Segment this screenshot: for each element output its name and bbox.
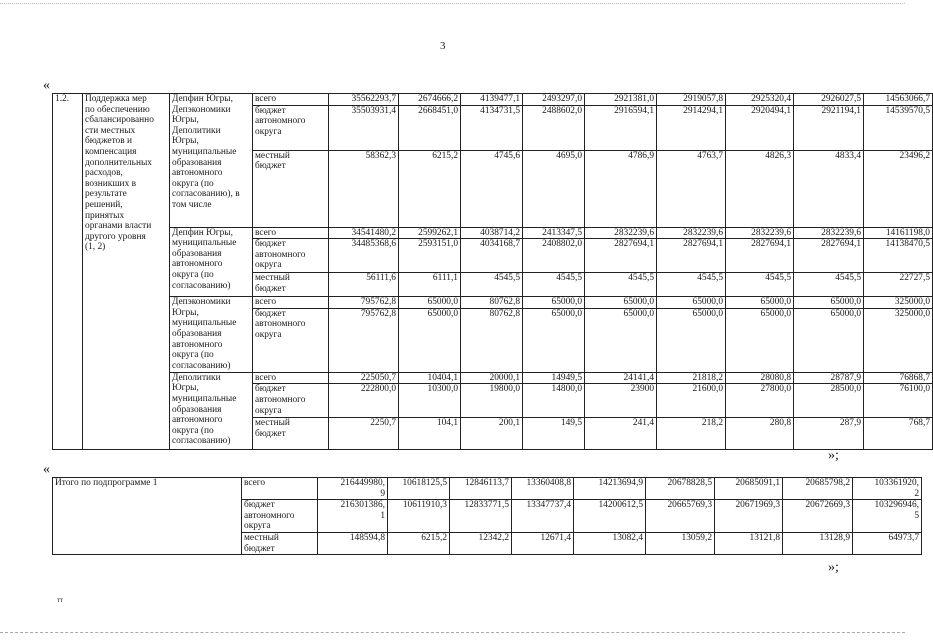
value-cell: 325000,0: [864, 297, 933, 309]
value-cell: 2488602,0: [523, 105, 585, 150]
funding-source: бюджет автономного округа: [253, 384, 329, 418]
value-cell: 14200612,5: [574, 500, 646, 533]
value-cell: 4545,5: [585, 273, 657, 297]
value-cell: 2920494,1: [726, 105, 794, 150]
value-cell: 14563066,7: [864, 94, 933, 106]
value-cell: 2413347,5: [523, 227, 585, 239]
value-cell: 21600,0: [657, 384, 726, 418]
executor-cell: Депэкономики Югры, муниципальные образования автономного округа (по согласованию): [170, 297, 253, 373]
value-cell: 65000,0: [657, 297, 726, 309]
value-cell: 149,5: [523, 418, 585, 450]
value-cell: 20672669,3: [783, 500, 853, 533]
value-cell: 20665769,3: [646, 500, 715, 533]
value-cell: 2921194,1: [794, 105, 864, 150]
value-cell: 4786,9: [585, 150, 657, 227]
value-cell: 280,8: [726, 418, 794, 450]
value-cell: 22727,5: [864, 273, 933, 297]
value-cell: 4134731,5: [461, 105, 523, 150]
value-cell: 14949,5: [523, 372, 585, 384]
value-cell: 2827694,1: [726, 239, 794, 273]
value-cell: 2493297,0: [523, 94, 585, 106]
executor-cell: Деполитики Югры, муниципальные образования автономного округа (по согласованию): [170, 372, 253, 450]
funding-source: местный бюджет: [253, 150, 329, 227]
value-cell: 12342,2: [450, 532, 512, 554]
value-cell: 13121,8: [715, 532, 783, 554]
value-cell: 10300,0: [399, 384, 461, 418]
value-cell: 76100,0: [864, 384, 933, 418]
value-cell: 2250,7: [329, 418, 399, 450]
value-cell: 20671969,3: [715, 500, 783, 533]
value-cell: 13082,4: [574, 532, 646, 554]
value-cell: 4833,4: [794, 150, 864, 227]
value-cell: 65000,0: [726, 297, 794, 309]
value-cell: 2926027,5: [794, 94, 864, 106]
value-cell: 65000,0: [523, 308, 585, 372]
value-cell: 4545,5: [657, 273, 726, 297]
value-cell: 80762,8: [461, 308, 523, 372]
value-cell: 20685798,2: [783, 478, 853, 500]
value-cell: 13360408,8: [512, 478, 574, 500]
value-cell: 2916594,1: [585, 105, 657, 150]
value-cell: 35562293,7: [329, 94, 399, 106]
closing-quote-1: »;: [828, 448, 839, 463]
value-cell: 2832239,6: [585, 227, 657, 239]
value-cell: 2827694,1: [794, 239, 864, 273]
value-cell: 2914294,1: [657, 105, 726, 150]
table-row: [53, 297, 933, 309]
measure-name: Поддержка мер по обеспечению сбалансированно сти местных бюджетов и компенсация дополнительных расходов, возникших в результате решений, принятых органами власти другого уровня (1, 2): [83, 94, 170, 450]
value-cell: 768,7: [864, 418, 933, 450]
value-cell: 34485368,6: [329, 239, 399, 273]
value-cell: 14138470,5: [864, 239, 933, 273]
value-cell: 795762,8: [329, 297, 399, 309]
value-cell: 14213694,9: [574, 478, 646, 500]
value-cell: 216449980, 9: [318, 478, 388, 500]
value-cell: 34541480,2: [329, 227, 399, 239]
value-cell: 148594,8: [318, 532, 388, 554]
value-cell: 103296946, 5: [853, 500, 922, 533]
value-cell: 6215,2: [388, 532, 450, 554]
value-cell: 28500,0: [794, 384, 864, 418]
value-cell: 2832239,6: [657, 227, 726, 239]
value-cell: 6215,2: [399, 150, 461, 227]
value-cell: 65000,0: [399, 297, 461, 309]
value-cell: 24141,4: [585, 372, 657, 384]
value-cell: 20685091,1: [715, 478, 783, 500]
value-cell: 65000,0: [523, 297, 585, 309]
funding-source: бюджет автономного округа: [253, 239, 329, 273]
value-cell: 65000,0: [585, 297, 657, 309]
value-cell: 2832239,6: [794, 227, 864, 239]
closing-quote-2: »;: [828, 560, 839, 575]
value-cell: 795762,8: [329, 308, 399, 372]
value-cell: 4745,6: [461, 150, 523, 227]
value-cell: 13128,9: [783, 532, 853, 554]
value-cell: 35503931,4: [329, 105, 399, 150]
value-cell: 2925320,4: [726, 94, 794, 106]
funding-source: всего: [253, 94, 329, 106]
value-cell: 10404,1: [399, 372, 461, 384]
funding-source: бюджет автономного округа: [253, 105, 329, 150]
value-cell: 2919057,8: [657, 94, 726, 106]
value-cell: 4763,7: [657, 150, 726, 227]
measure-number: 1.2.: [53, 94, 83, 450]
funding-source: местный бюджет: [242, 532, 318, 554]
funding-source: местный бюджет: [253, 273, 329, 297]
open-quote-2: «: [43, 462, 50, 477]
value-cell: 6111,1: [399, 273, 461, 297]
value-cell: 325000,0: [864, 308, 933, 372]
footer-code: тт: [57, 596, 64, 604]
value-cell: 23496,2: [864, 150, 933, 227]
value-cell: 4545,5: [794, 273, 864, 297]
value-cell: 4038714,2: [461, 227, 523, 239]
value-cell: 103361920, 2: [853, 478, 922, 500]
value-cell: 2832239,6: [726, 227, 794, 239]
value-cell: 2827694,1: [585, 239, 657, 273]
value-cell: 56111,6: [329, 273, 399, 297]
table-row: [53, 227, 933, 239]
value-cell: 12671,4: [512, 532, 574, 554]
value-cell: 19800,0: [461, 384, 523, 418]
value-cell: 4545,5: [461, 273, 523, 297]
value-cell: 58362,3: [329, 150, 399, 227]
value-cell: 2674666,2: [399, 94, 461, 106]
value-cell: 65000,0: [585, 308, 657, 372]
value-cell: 64973,7: [853, 532, 922, 554]
scan-noise-top: [0, 3, 905, 5]
value-cell: 65000,0: [399, 308, 461, 372]
total-label: Итого по подпрограмме 1: [53, 478, 242, 555]
value-cell: 2827694,1: [657, 239, 726, 273]
value-cell: 2593151,0: [399, 239, 461, 273]
value-cell: 12833771,5: [450, 500, 512, 533]
value-cell: 14161198,0: [864, 227, 933, 239]
value-cell: 241,4: [585, 418, 657, 450]
value-cell: 10611910,3: [388, 500, 450, 533]
value-cell: 200,1: [461, 418, 523, 450]
page-number: 3: [440, 40, 446, 52]
value-cell: 27800,0: [726, 384, 794, 418]
value-cell: 13059,2: [646, 532, 715, 554]
value-cell: 65000,0: [794, 297, 864, 309]
table-row: [53, 372, 933, 384]
value-cell: 76868,7: [864, 372, 933, 384]
value-cell: 287,9: [794, 418, 864, 450]
value-cell: 65000,0: [657, 308, 726, 372]
subprogram-measure-table: [52, 93, 933, 450]
value-cell: 21818,2: [657, 372, 726, 384]
value-cell: 2599262,1: [399, 227, 461, 239]
funding-source: бюджет автономного округа: [242, 500, 318, 533]
funding-source: всего: [253, 297, 329, 309]
value-cell: 218,2: [657, 418, 726, 450]
value-cell: 10618125,5: [388, 478, 450, 500]
funding-source: всего: [253, 227, 329, 239]
value-cell: 4545,5: [523, 273, 585, 297]
value-cell: 216301386, 1: [318, 500, 388, 533]
funding-source: всего: [242, 478, 318, 500]
funding-source: местный бюджет: [253, 418, 329, 450]
table-row: [53, 94, 933, 106]
value-cell: 80762,8: [461, 297, 523, 309]
value-cell: 14539570,5: [864, 105, 933, 150]
value-cell: 20678828,5: [646, 478, 715, 500]
value-cell: 20000,1: [461, 372, 523, 384]
value-cell: 2668451,0: [399, 105, 461, 150]
value-cell: 23900: [585, 384, 657, 418]
value-cell: 28080,8: [726, 372, 794, 384]
value-cell: 14800,0: [523, 384, 585, 418]
value-cell: 12846113,7: [450, 478, 512, 500]
value-cell: 4695,0: [523, 150, 585, 227]
funding-source: всего: [253, 372, 329, 384]
value-cell: 4139477,1: [461, 94, 523, 106]
executor-cell: Депфин Югры, Депэкономики Югры, Деполитики Югры, муниципальные образования автономного округа (по согласованию), в том числе: [170, 94, 253, 228]
value-cell: 2921381,0: [585, 94, 657, 106]
value-cell: 4545,5: [726, 273, 794, 297]
funding-source: бюджет автономного округа: [253, 308, 329, 372]
value-cell: 104,1: [399, 418, 461, 450]
subprogram-total-table: [52, 477, 922, 555]
open-quote-1: «: [43, 78, 50, 93]
value-cell: 65000,0: [726, 308, 794, 372]
table-row: [53, 478, 922, 500]
value-cell: 4826,3: [726, 150, 794, 227]
scan-noise-bottom: [0, 632, 905, 634]
value-cell: 2408802,0: [523, 239, 585, 273]
value-cell: 65000,0: [794, 308, 864, 372]
value-cell: 222800,0: [329, 384, 399, 418]
value-cell: 13347737,4: [512, 500, 574, 533]
value-cell: 28787,9: [794, 372, 864, 384]
value-cell: 4034168,7: [461, 239, 523, 273]
value-cell: 225050,7: [329, 372, 399, 384]
executor-cell: Депфин Югры, муниципальные образования автономного округа (по согласованию): [170, 227, 253, 297]
